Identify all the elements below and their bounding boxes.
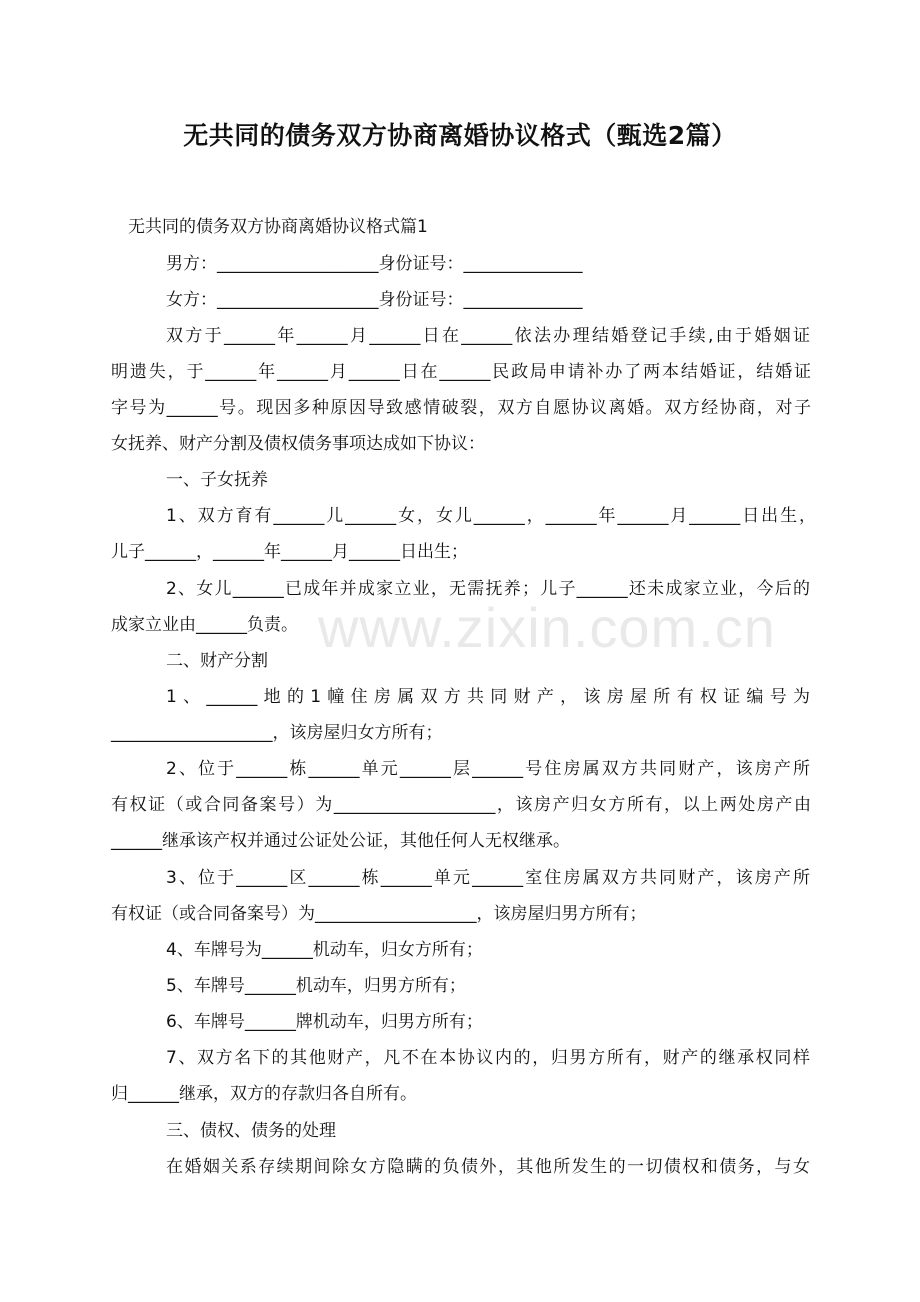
paragraph-line: 明遗失，于______年______月______日在______民政局申请补办了两本结婚证，结婚证 bbox=[111, 362, 811, 382]
clause-line: 3、位于______区______栋______单元______室住房属双方共同财产，该房产所 bbox=[166, 868, 810, 888]
subsection-heading: 三、债权、债务的处理 bbox=[166, 1121, 336, 1141]
watermark: www.zixin.com.cn bbox=[318, 596, 776, 659]
clause-line: 5、车牌号______机动车，归男方所有； bbox=[166, 976, 466, 996]
clause-line: 有权证（或合同备案号）为___________________，该房屋归男方所有； bbox=[111, 904, 647, 924]
clause-line: 成家立业由______负责。 bbox=[111, 615, 298, 635]
male-party-field: 男方：___________________身份证号：______________ bbox=[166, 254, 583, 274]
clause-line: 儿子______，______年______月______日出生； bbox=[111, 542, 468, 562]
subsection-heading: 二、财产分割 bbox=[166, 651, 268, 671]
clause-line: 2、位于______栋______单元______层______号住房属双方共同财产，该房产所 bbox=[166, 759, 810, 779]
paragraph-line: 双方于______年______月______日在______依法办理结婚登记手续,由于婚姻证 bbox=[166, 326, 810, 346]
clause-line: 4、车牌号为______机动车，归女方所有； bbox=[166, 940, 483, 960]
female-party-field: 女方：___________________身份证号：______________ bbox=[166, 290, 583, 310]
clause-line: 在婚姻关系存续期间除女方隐瞒的负债外，其他所发生的一切债权和债务，与女 bbox=[166, 1157, 810, 1177]
clause-line: 2、女儿______已成年并成家立业，无需抚养；儿子______还未成家立业，今后的 bbox=[166, 579, 810, 599]
clause-line: 7、双方名下的其他财产，凡不在本协议内的，归男方所有，财产的继承权同样 bbox=[166, 1048, 810, 1068]
clause-line: ______继承该产权并通过公证处公证，其他任何人无权继承。 bbox=[111, 831, 570, 851]
clause-line: 1、______地的1幢住房属双方共同财产，该房屋所有权证编号为 bbox=[166, 687, 810, 707]
clause-line: 有权证（或合同备案号）为___________________，该房产归女方所有，以上两处房产由 bbox=[111, 795, 811, 815]
paragraph-line: 女抚养、财产分割及债权债务事项达成如下协议： bbox=[111, 434, 485, 454]
document-title: 无共同的债务双方协商离婚协议格式（甄选2篇） bbox=[183, 121, 737, 150]
subsection-heading: 一、子女抚养 bbox=[166, 470, 268, 490]
section-heading: 无共同的债务双方协商离婚协议格式篇1 bbox=[128, 217, 428, 237]
paragraph-line: 字号为______号。现因多种原因导致感情破裂，双方自愿协议离婚。双方经协商，对子 bbox=[111, 398, 811, 418]
clause-line: 1、双方育有______儿______女，女儿______，______年______月______日出生， bbox=[166, 506, 816, 526]
clause-line: ___________________，该房屋归女方所有； bbox=[111, 723, 443, 743]
clause-line: 6、车牌号______牌机动车，归男方所有； bbox=[166, 1012, 483, 1032]
clause-line: 归______继承，双方的存款归各自所有。 bbox=[111, 1084, 417, 1104]
